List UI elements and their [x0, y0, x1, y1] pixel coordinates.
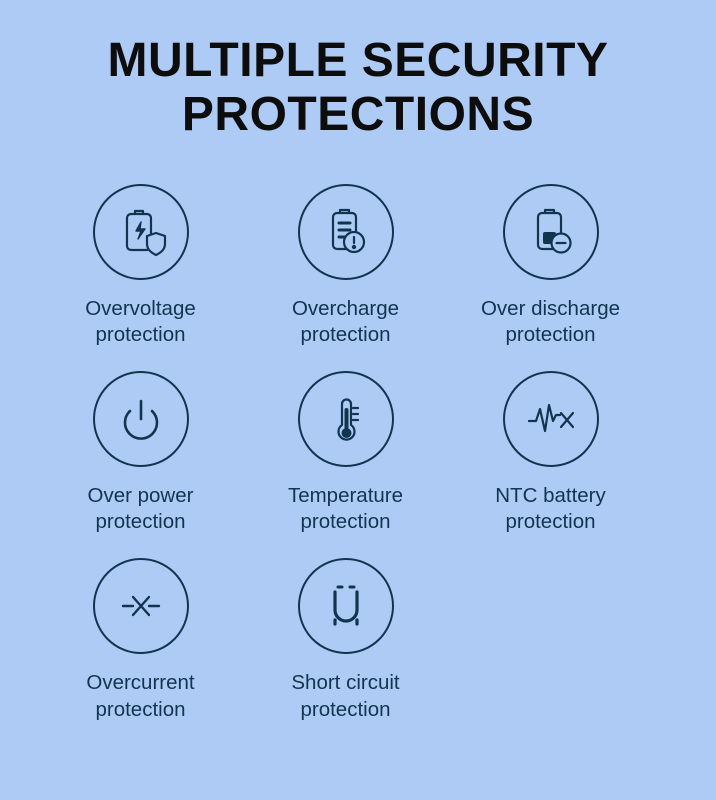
- feature-label-line1: Over power: [87, 483, 194, 507]
- thermometer-icon: [298, 371, 394, 467]
- feature-ntc-battery: [448, 371, 653, 536]
- feature-label-line1: NTC battery: [495, 483, 606, 507]
- feature-label: [88, 483, 194, 536]
- feature-overcurrent: [38, 558, 243, 723]
- feature-label-line2: protection: [300, 510, 391, 534]
- feature-label: [291, 670, 399, 723]
- feature-row: [38, 558, 678, 723]
- current-cross-icon: [93, 558, 189, 654]
- feature-grid: [38, 184, 678, 724]
- feature-label-line1: Temperature: [287, 483, 404, 507]
- battery-charging-alert-icon: [298, 184, 394, 280]
- feature-label-line2: protection: [95, 323, 186, 347]
- feature-over-discharge: [448, 184, 653, 349]
- feature-label: [495, 483, 606, 536]
- feature-overvoltage: [38, 184, 243, 349]
- feature-label-line1: Overcurrent: [86, 671, 195, 695]
- feature-label-line2: protection: [505, 510, 596, 534]
- feature-row: [38, 371, 678, 536]
- power-button-icon: [93, 371, 189, 467]
- feature-label: [292, 296, 399, 349]
- feature-label: [85, 296, 196, 349]
- feature-row: [38, 184, 678, 349]
- feature-overcharge: [243, 184, 448, 349]
- battery-minus-icon: [503, 184, 599, 280]
- feature-label: [288, 483, 403, 536]
- battery-lightning-shield-icon: [93, 184, 189, 280]
- feature-label-line1: Overvoltage: [85, 296, 196, 320]
- feature-label-line1: Short circuit: [291, 671, 400, 695]
- feature-label-line2: protection: [505, 323, 596, 347]
- feature-temperature: [243, 371, 448, 536]
- feature-label: [86, 670, 194, 723]
- feature-label-line2: protection: [95, 697, 186, 721]
- feature-label-line1: Over discharge: [480, 296, 620, 320]
- feature-label-line2: protection: [300, 323, 391, 347]
- page-title: MULTIPLE SECURITY PROTECTIONS: [107, 34, 609, 141]
- feature-label-line2: protection: [300, 697, 391, 721]
- feature-short-circuit: [243, 558, 448, 723]
- pulse-wave-cross-icon: [503, 371, 599, 467]
- feature-label-line2: protection: [95, 510, 186, 534]
- feature-empty-slot: [448, 558, 653, 723]
- feature-label-line1: Overcharge: [291, 296, 400, 320]
- horseshoe-magnet-icon: [298, 558, 394, 654]
- feature-label: [481, 296, 620, 349]
- feature-over-power: [38, 371, 243, 536]
